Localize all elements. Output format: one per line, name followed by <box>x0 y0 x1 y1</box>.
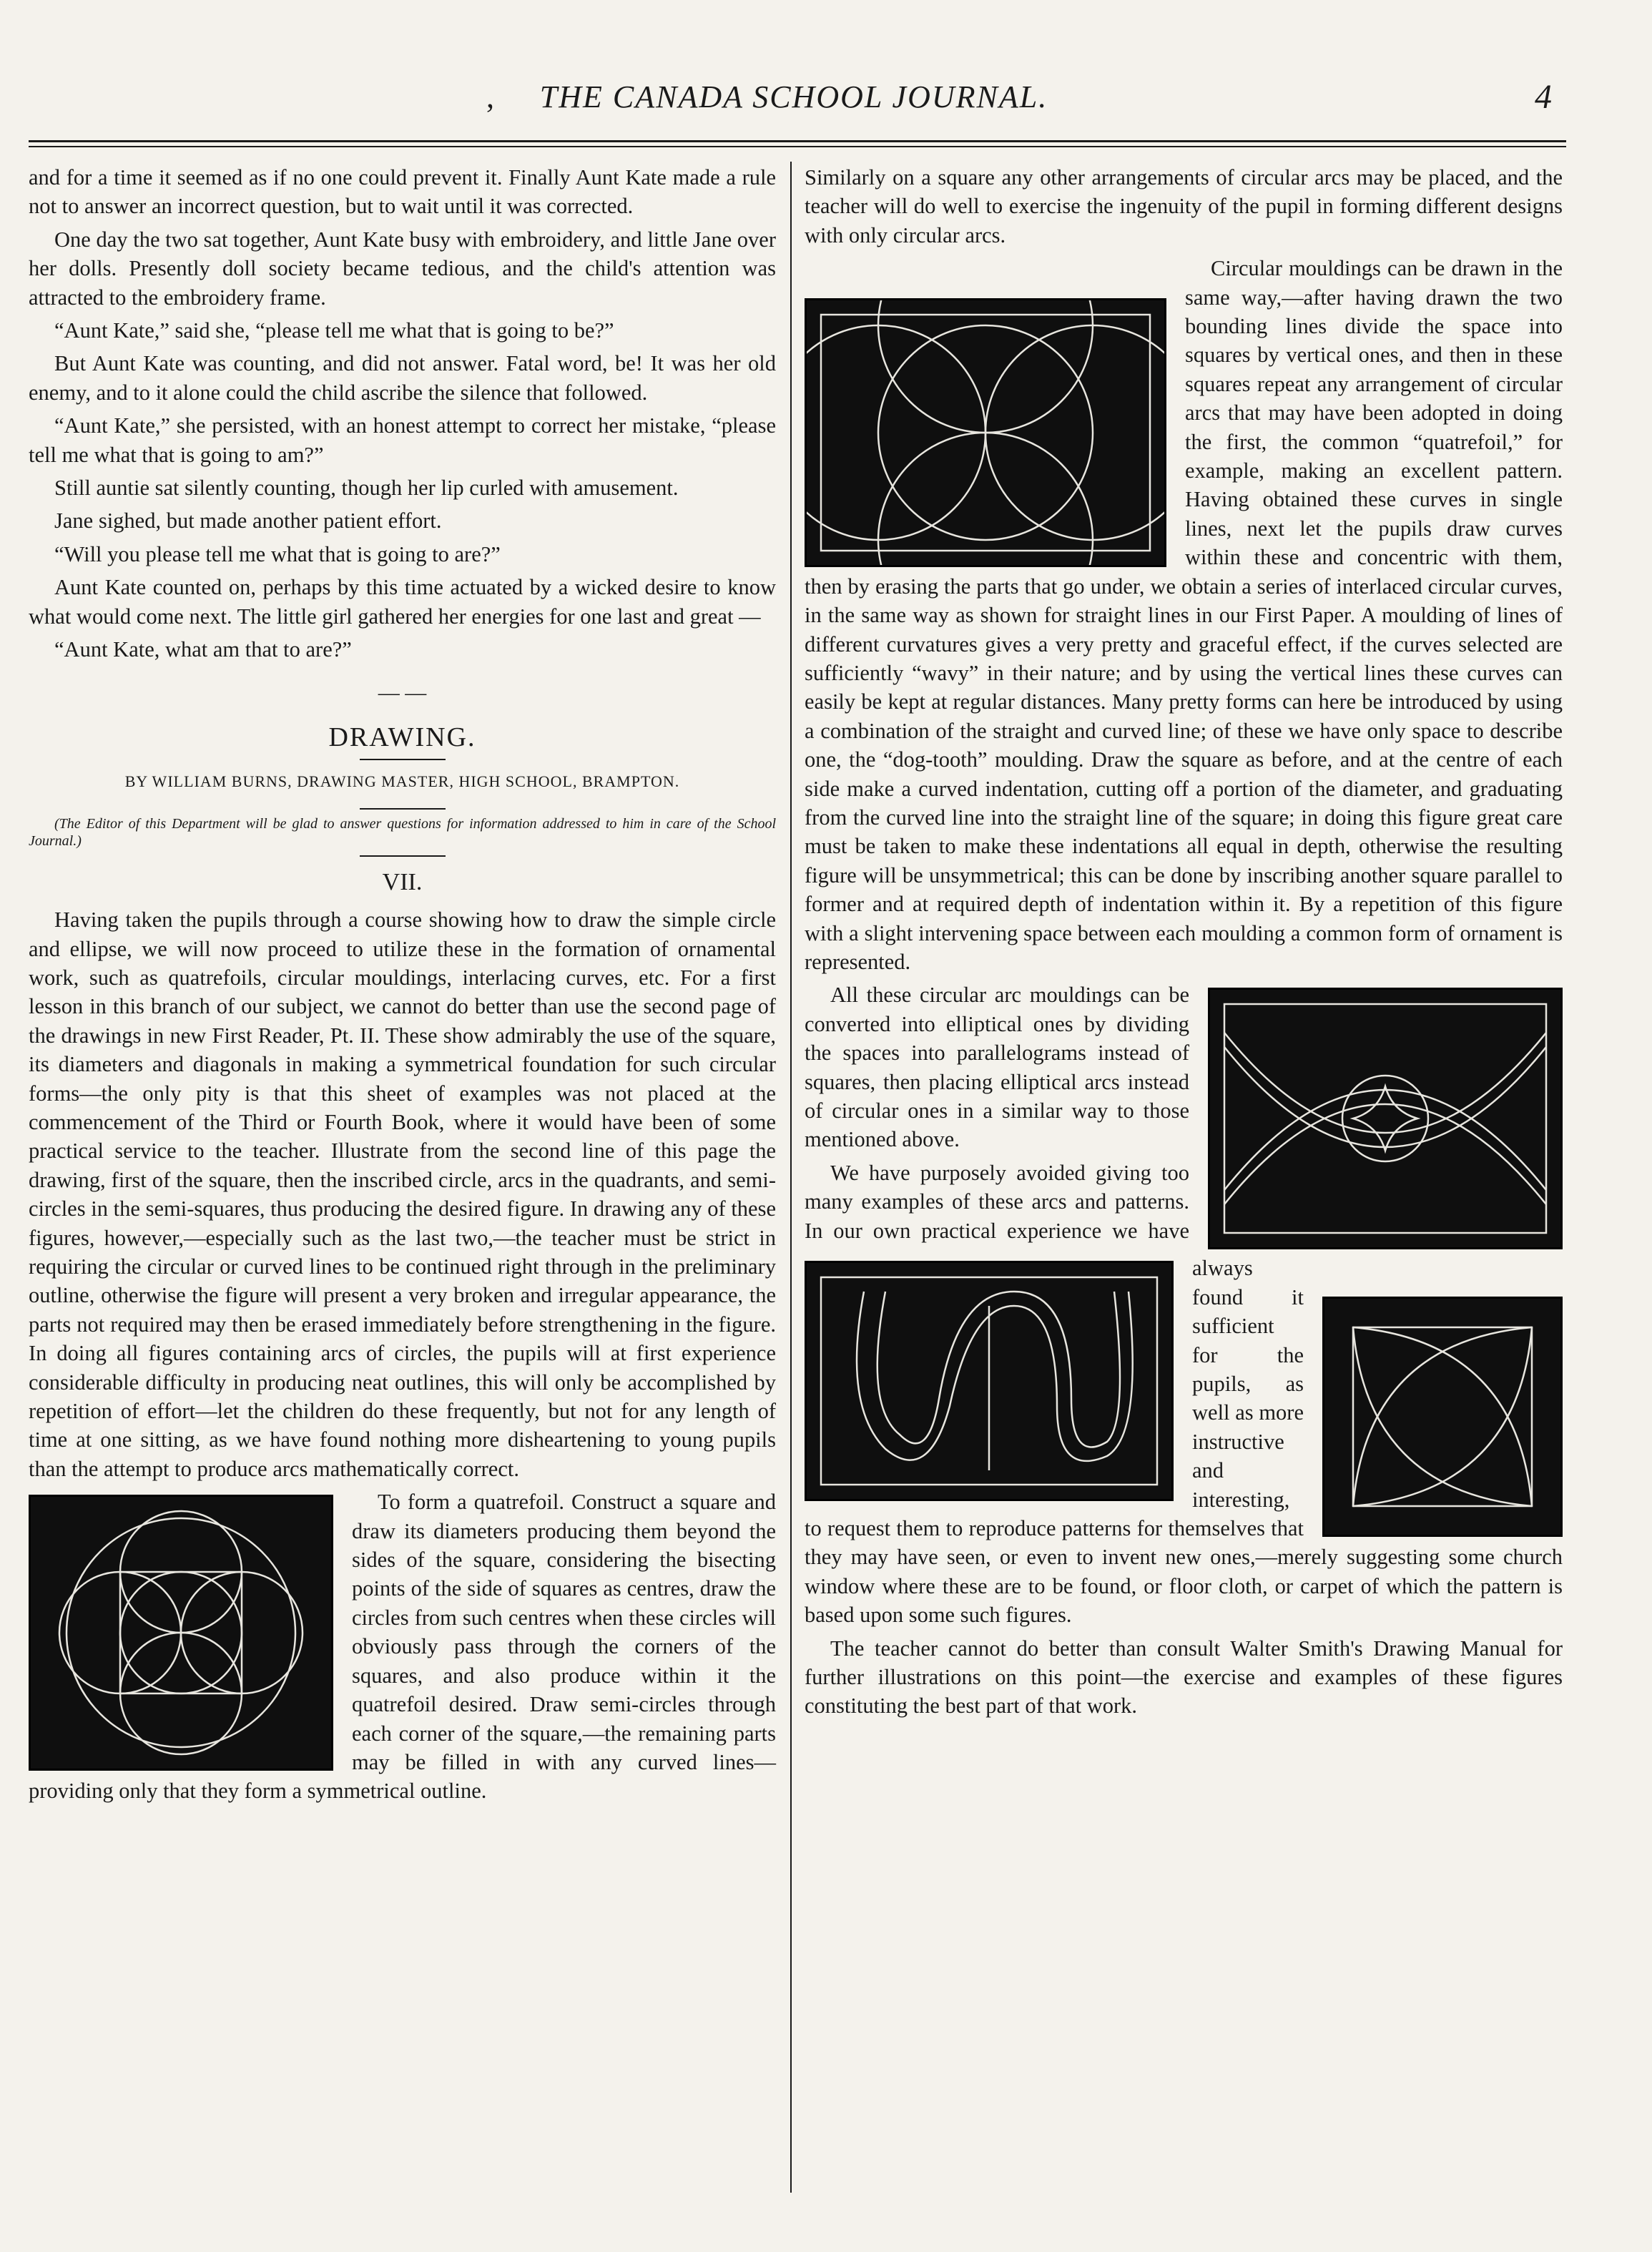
quatrefoil-figure <box>29 1495 333 1771</box>
elliptical-figure <box>1322 1297 1563 1537</box>
header-rule-top <box>29 140 1566 142</box>
heading-rule <box>360 759 446 760</box>
header-mark: , <box>486 79 494 114</box>
paragraph: One day the two sat together, Aunt Kate busy with embroidery, and little Jane over her dolls. Presently doll society became tedious, and the child's attention was attracted to the embroidery frame. <box>29 227 776 310</box>
paragraph: Jane sighed, but made another patient effort. <box>54 508 442 534</box>
section-number: VII. <box>382 868 423 895</box>
paragraph: But Aunt Kate was counting, and did not answer. Fatal word, be! It was her old enemy, and to it alone could the child ascribe the silence that followed. <box>29 351 776 405</box>
paragraph: “Will you please tell me what that is going to are?” <box>54 541 501 566</box>
paragraph: Aunt Kate counted on, perhaps by this time actuated by a wicked desire to know what would come next. The little girl gathered her energies for one last and great — <box>29 575 776 629</box>
paragraph: “Aunt Kate, what am that to are?” <box>54 637 352 662</box>
elliptical-drawing <box>1324 1299 1560 1535</box>
paragraph: Circular mouldings can be drawn in the same way,—after having drawn the two bounding lines divide the space into squares by vertical ones, and then in these squares repeat any arrangement of circular arcs that may have been adopted in doing the first, the common “quatrefoil,” for example, making an excellent pattern. Having obtained these curves in single lines, next let the pupils draw curves within these and concentric with them, then by erasing the parts that go under, we obtain a series of interlaced circular curves, in the same way as shown for straight lines in our First Paper. A moulding of lines of different curvatures gives a very pretty and graceful effect, if the curves selected are sufficiently “wavy” in their nature; and by using the vertical lines these curves can easily be kept at regular distances. Many pretty forms can here be introduced by using a combination of the straight and curved line; of these we have only space to describe one, the “dog-tooth” moulding. Draw the square as before, and at the centre of each side make a curved indentation, cutting off a portion of the diameter, and graduating from the curved line into the straight line of the square; in doing this figure great care must be taken to make these indentations all equal in depth, otherwise the resulting figure will be unsymmetrical; this can be done by inscribing another square parallel to former and at required depth of indentation within it. By a repetition of this figure with a slight intervening space between each moulding a common form of ornament is represented. <box>805 256 1563 974</box>
paragraph: All these circular arc mouldings can be converted into elliptical ones by dividing the spaces into parallelograms instead of squares, then placing elliptical arcs instead of circular ones in a similar way to those mentioned above. <box>805 983 1189 1152</box>
editor-note: (The Editor of this Department will be glad to answer questions for information addressed to him in care of the School Journal.) <box>29 815 776 849</box>
page-header <box>29 72 1559 122</box>
section-separator: — — <box>378 680 427 704</box>
paragraph: Having taken the pupils through a course showing how to draw the simple circle and ellipse, we will now proceed to utilize these in the formation of ornamental work, such as quatrefoils, circular mouldings, interlacing curves, etc. For a first lesson in this branch of our subject, we cannot do better than use the second page of the drawings in new First Reader, Pt. II. These show admirably the use of the square, its diameters and diagonals in making a symmetrical foundation for such circular forms—the only pity is that this sheet of examples was not placed at the commencement of the Third or Fourth Book, where it would have been of some practical service to the teacher. Illustrate from the second line of this page the drawing, first of the square, then the inscribed circle, arcs in the quadrants, and semi-circles in the semi-squares, thus producing the desired figure. In drawing any of these figures, however,—especially such as the last two,—the teacher must be strict in requiring the circular or curved lines to be continued right through in the preliminary outline, otherwise the figure will present a very broken and irregular appearance, the parts not required may then be erased immediately before strengthening in the figure. In doing all figures containing arcs of circles, the pupils will at first experience considerable difficulty in producing neat outlines, this will only be accomplished by repetition of effort—let the children do these frequently, but not for any length of time at one sitting, as we have found nothing more disheartening to young pupils than the attempt to produce arcs mathematically correct. <box>29 908 776 1481</box>
page-number: 4 <box>1535 78 1552 116</box>
journal-title: THE CANADA SCHOOL JOURNAL. <box>539 79 1048 114</box>
paragraph: “Aunt Kate,” said she, “please tell me what that is going to be?” <box>54 318 614 343</box>
wavy-moulding-figure <box>805 1261 1174 1501</box>
interlaced-curves-drawing <box>1210 990 1560 1247</box>
right-column <box>805 163 1563 1725</box>
left-column <box>29 163 776 1810</box>
quatrefoil-drawing <box>31 1497 331 1769</box>
note-rule <box>360 855 446 857</box>
header-rule-bottom <box>29 146 1566 147</box>
circular-moulding-figure <box>805 298 1166 567</box>
paragraph: and for a time it seemed as if no one could prevent it. Finally Aunt Kate made a rule not to answer an incorrect question, but to wait until it was corrected. <box>29 165 776 219</box>
paragraph: “Aunt Kate,” she persisted, with an honest attempt to correct her mistake, “please tell me what that is going to am?” <box>29 413 776 467</box>
paragraph: Similarly on a square any other arrangements of circular arcs may be placed, and the teacher will do well to exercise the ingenuity of the pupil in forming different designs with only circular arcs. <box>805 165 1563 247</box>
section-heading: DRAWING. <box>328 722 476 752</box>
interlaced-curves-figure <box>1208 988 1563 1249</box>
byline-rule <box>360 808 446 810</box>
wavy-moulding-drawing <box>807 1263 1171 1499</box>
paragraph: We have purposely avoided giving too many examples of these arcs and patterns. In our own practical experience we have always found it sufficient for the pupils, as well as more instructive and interesting, to request them to reproduce patterns for themselves that they may have seen, or even to invent new ones,—merely suggesting some church window where these are to be found, or floor cloth, or carpet of which the pattern is based upon some such figures. <box>805 1160 1563 1628</box>
paragraph: Still auntie sat silently counting, though her lip curled with amusement. <box>54 476 679 501</box>
circular-moulding-drawing <box>807 300 1164 565</box>
byline: BY WILLIAM BURNS, DRAWING MASTER, HIGH SCHOOL, BRAMPTON. <box>124 772 680 791</box>
column-divider <box>790 162 792 2193</box>
paragraph: To form a quatrefoil. Construct a square and draw its diameters producing them beyond the sides of the square, considering the bisecting points of the side of squares as centres, draw the circles from such centres when these circles will obviously pass through the corners of the squares, and also produce within it the quatrefoil desired. Draw semi-circles through each corner of the square,—the remaining parts may be filled in with any curved lines—providing only that they form a symmetrical outline. <box>29 1490 776 1804</box>
paragraph: The teacher cannot do better than consult Walter Smith's Drawing Manual for further illustrations on this point—the exercise and examples of these figures constituting the best part of that work. <box>805 1636 1563 1718</box>
